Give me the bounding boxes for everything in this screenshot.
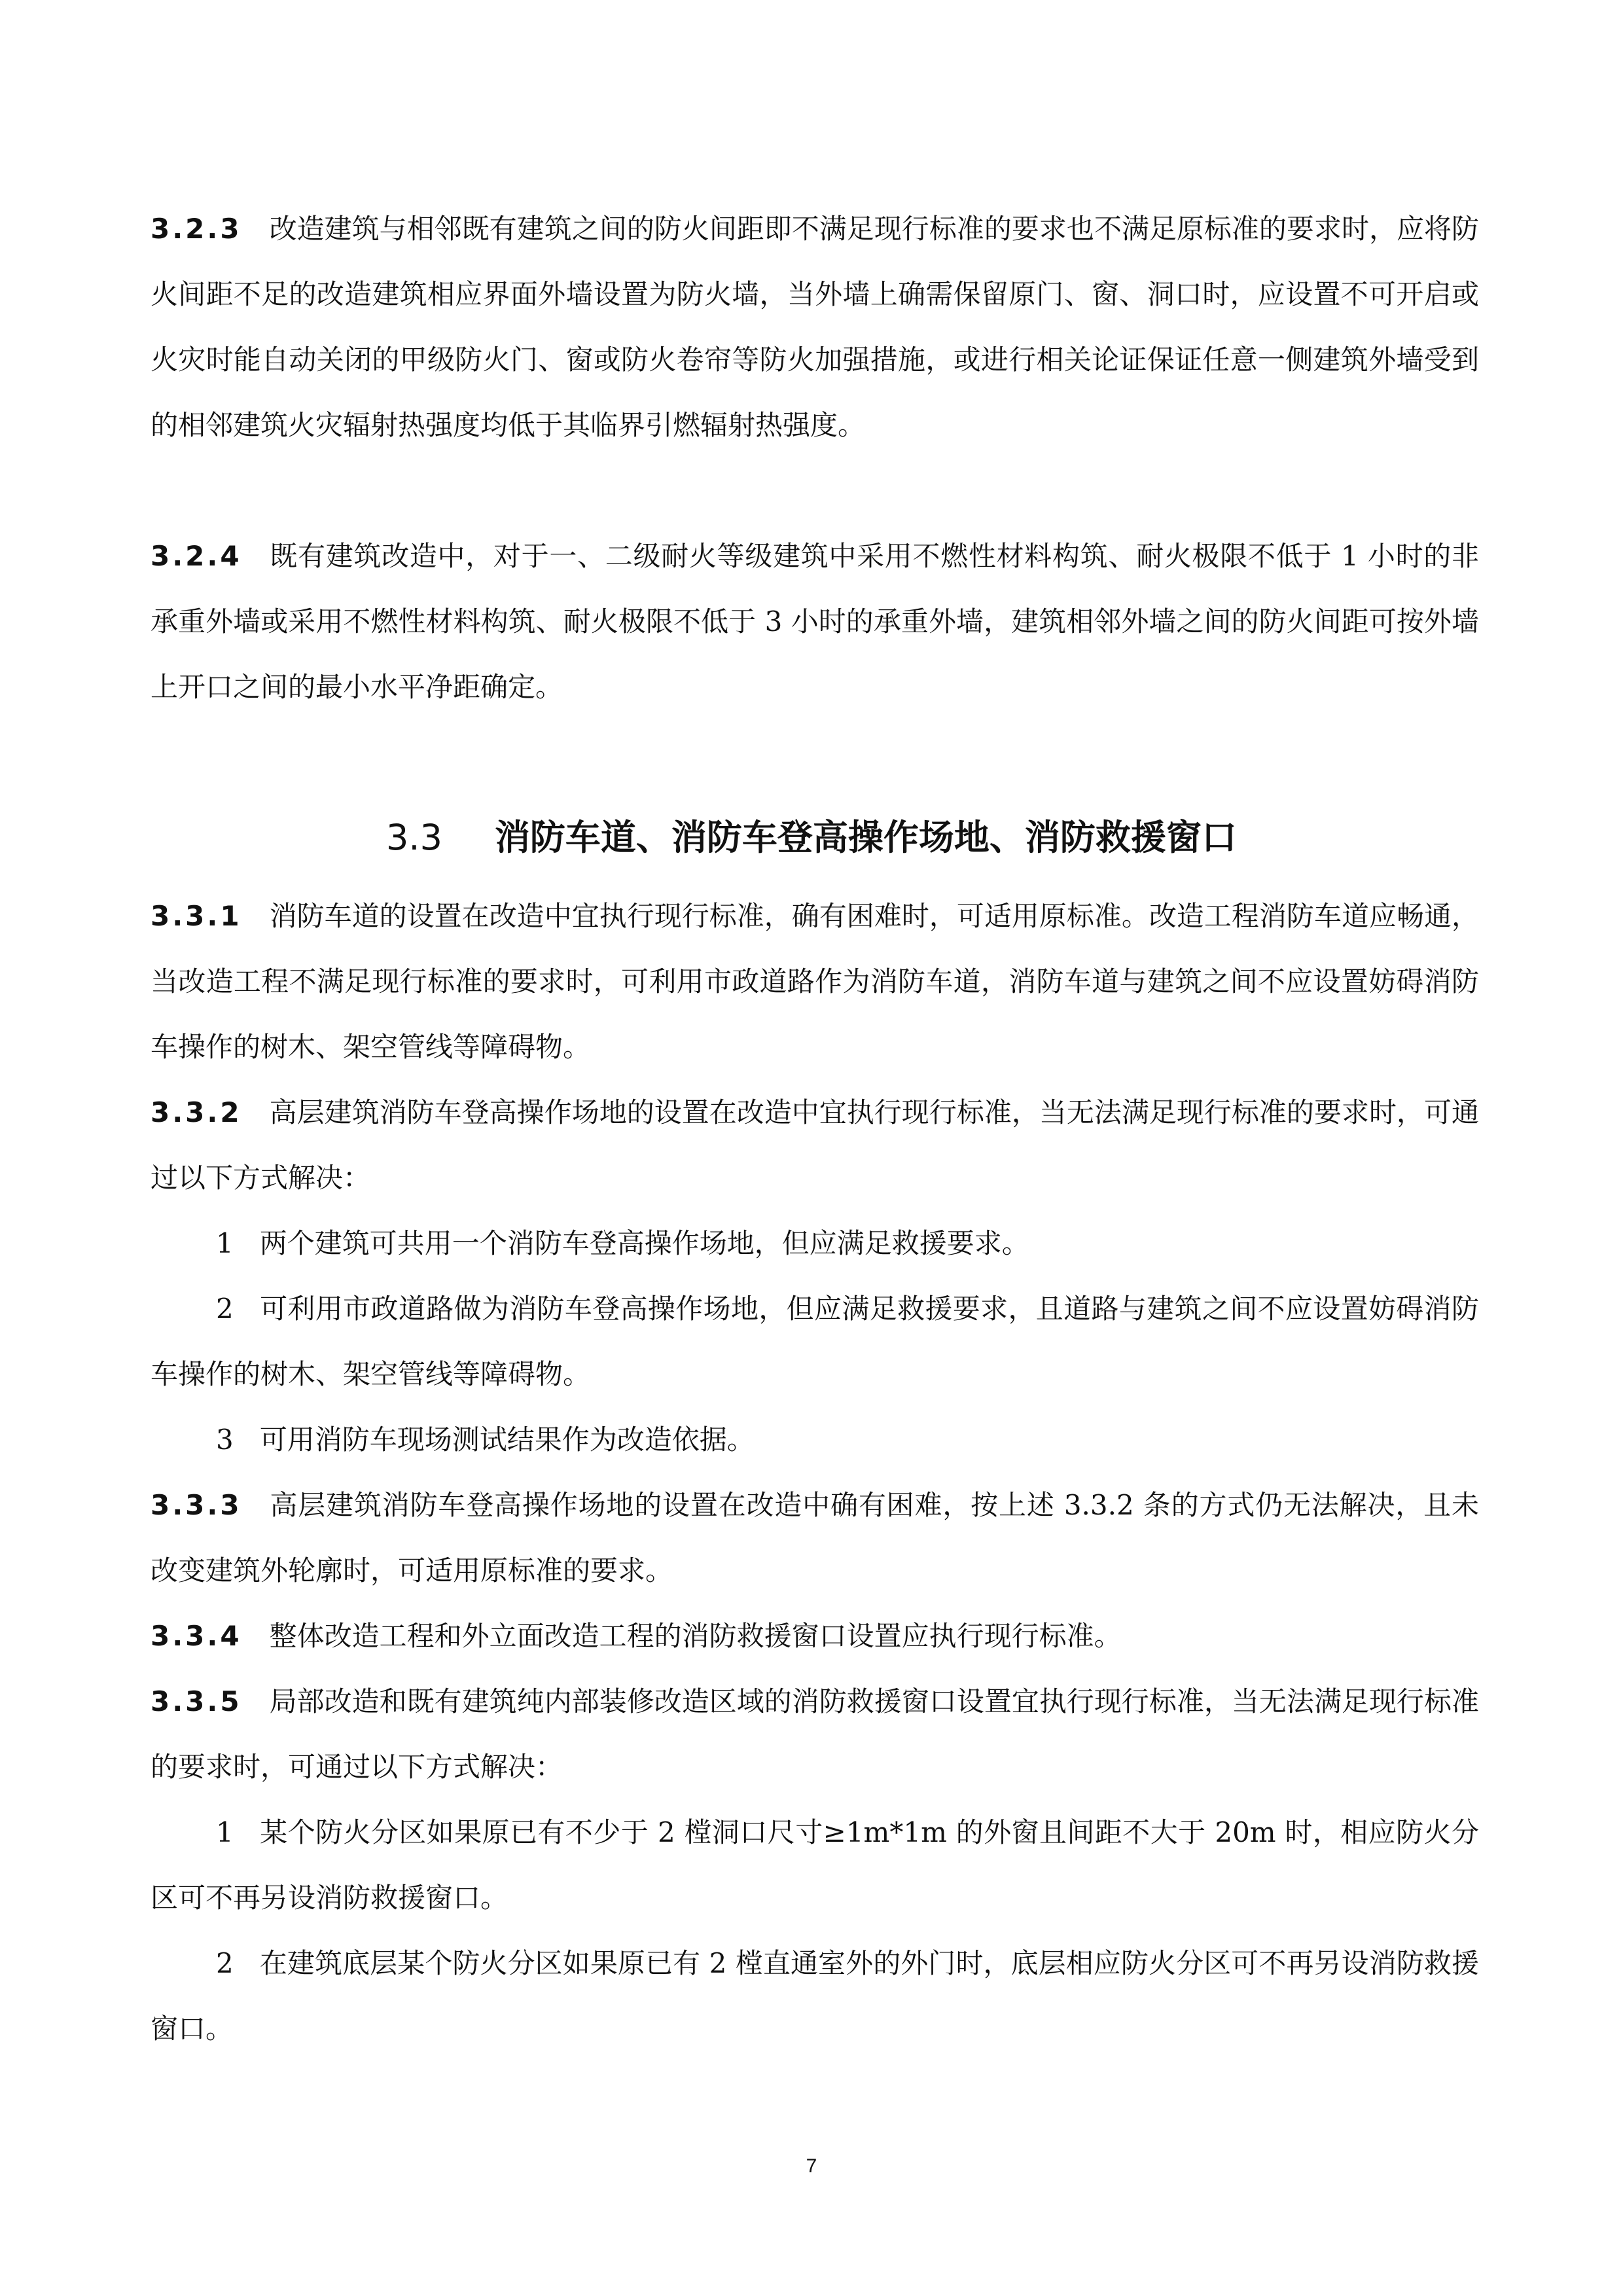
item-number: 2 bbox=[216, 1947, 234, 1979]
clause-text: 高层建筑消防车登高操作场地的设置在改造中宜执行现行标准，当无法满足现行标准的要求时，可通过以下方式解决： bbox=[151, 1096, 1479, 1194]
clause-number: 3.3.1 bbox=[151, 900, 242, 932]
clause-3-3-4 bbox=[151, 1604, 1479, 1669]
clause-text: 高层建筑消防车登高操作场地的设置在改造中确有困难，按上述 3.3.2 条的方式仍无法解决，且未改变建筑外轮廓时，可适用原标准的要求。 bbox=[151, 1489, 1479, 1587]
clause-text: 消防车道的设置在改造中宜执行现行标准，确有困难时，可适用原标准。改造工程消防车道应畅通，当改造工程不满足现行标准的要求时，可利用市政道路作为消防车道，消防车道与建筑之间不应设置妨碍消防车操作的树木、架空管线等障碍物。 bbox=[151, 900, 1479, 1063]
item-text: 某个防火分区如果原已有不少于 2 樘洞口尺寸≥1m*1m 的外窗且间距不大于 20m 时，相应防火分区可不再另设消防救援窗口。 bbox=[151, 1816, 1479, 1914]
item-number: 3 bbox=[216, 1424, 234, 1456]
clause-3-2-3 bbox=[151, 196, 1479, 458]
clause-number: 3.3.2 bbox=[151, 1096, 242, 1128]
item-number: 1 bbox=[216, 1816, 234, 1848]
list-item bbox=[151, 1276, 1479, 1407]
item-text: 在建筑底层某个防火分区如果原已有 2 樘直通室外的外门时，底层相应防火分区可不再另设消防救援窗口。 bbox=[151, 1947, 1479, 2045]
clause-number: 3.2.3 bbox=[151, 213, 242, 245]
clause-3-2-4 bbox=[151, 524, 1479, 720]
clause-3-3-1 bbox=[151, 884, 1479, 1080]
item-text: 可利用市政道路做为消防车登高操作场地，但应满足救援要求，且道路与建筑之间不应设置妨碍消防车操作的树木、架空管线等障碍物。 bbox=[151, 1293, 1479, 1390]
item-text: 两个建筑可共用一个消防车登高操作场地，但应满足救援要求。 bbox=[259, 1227, 1029, 1259]
item-text: 可用消防车现场测试结果作为改造依据。 bbox=[259, 1424, 755, 1456]
clause-number: 3.2.4 bbox=[151, 540, 242, 572]
clause-3-3-2 bbox=[151, 1080, 1479, 1211]
clause-number: 3.3.4 bbox=[151, 1620, 242, 1652]
clause-number: 3.3.5 bbox=[151, 1685, 242, 1717]
clause-text: 既有建筑改造中，对于一、二级耐火等级建筑中采用不燃性材料构筑、耐火极限不低于 1 小时的非承重外墙或采用不燃性材料构筑、耐火极限不低于 3 小时的承重外墙，建筑相邻外墙之间的防火间距可按外墙上开口之间的最小水平净距确定。 bbox=[151, 540, 1479, 703]
section-heading bbox=[0, 805, 1623, 870]
list-item bbox=[151, 1931, 1479, 2062]
section-title: 消防车道、消防车登高操作场地、消防救援窗口 bbox=[494, 817, 1237, 858]
section-number: 3.3 bbox=[386, 817, 442, 858]
clause-text: 改造建筑与相邻既有建筑之间的防火间距即不满足现行标准的要求也不满足原标准的要求时，应将防火间距不足的改造建筑相应界面外墙设置为防火墙，当外墙上确需保留原门、窗、洞口时，应设置不可开启或火灾时能自动关闭的甲级防火门、窗或防火卷帘等防火加强措施，或进行相关论证保证任意一侧建筑外墙受到的相邻建筑火灾辐射热强度均低于其临界引燃辐射热强度。 bbox=[151, 213, 1479, 441]
clause-text: 局部改造和既有建筑纯内部装修改造区域的消防救援窗口设置宜执行现行标准，当无法满足现行标准的要求时，可通过以下方式解决： bbox=[151, 1685, 1479, 1783]
clause-text: 整体改造工程和外立面改造工程的消防救援窗口设置应执行现行标准。 bbox=[269, 1620, 1122, 1652]
clause-3-3-3 bbox=[151, 1473, 1479, 1604]
list-item bbox=[151, 1211, 1479, 1276]
clause-number: 3.3.3 bbox=[151, 1489, 242, 1521]
page-number: 7 bbox=[806, 2155, 817, 2177]
item-number: 1 bbox=[216, 1227, 234, 1259]
clause-3-3-5 bbox=[151, 1669, 1479, 1800]
list-item bbox=[151, 1800, 1479, 1931]
item-number: 2 bbox=[216, 1293, 234, 1325]
list-item bbox=[151, 1407, 1479, 1473]
